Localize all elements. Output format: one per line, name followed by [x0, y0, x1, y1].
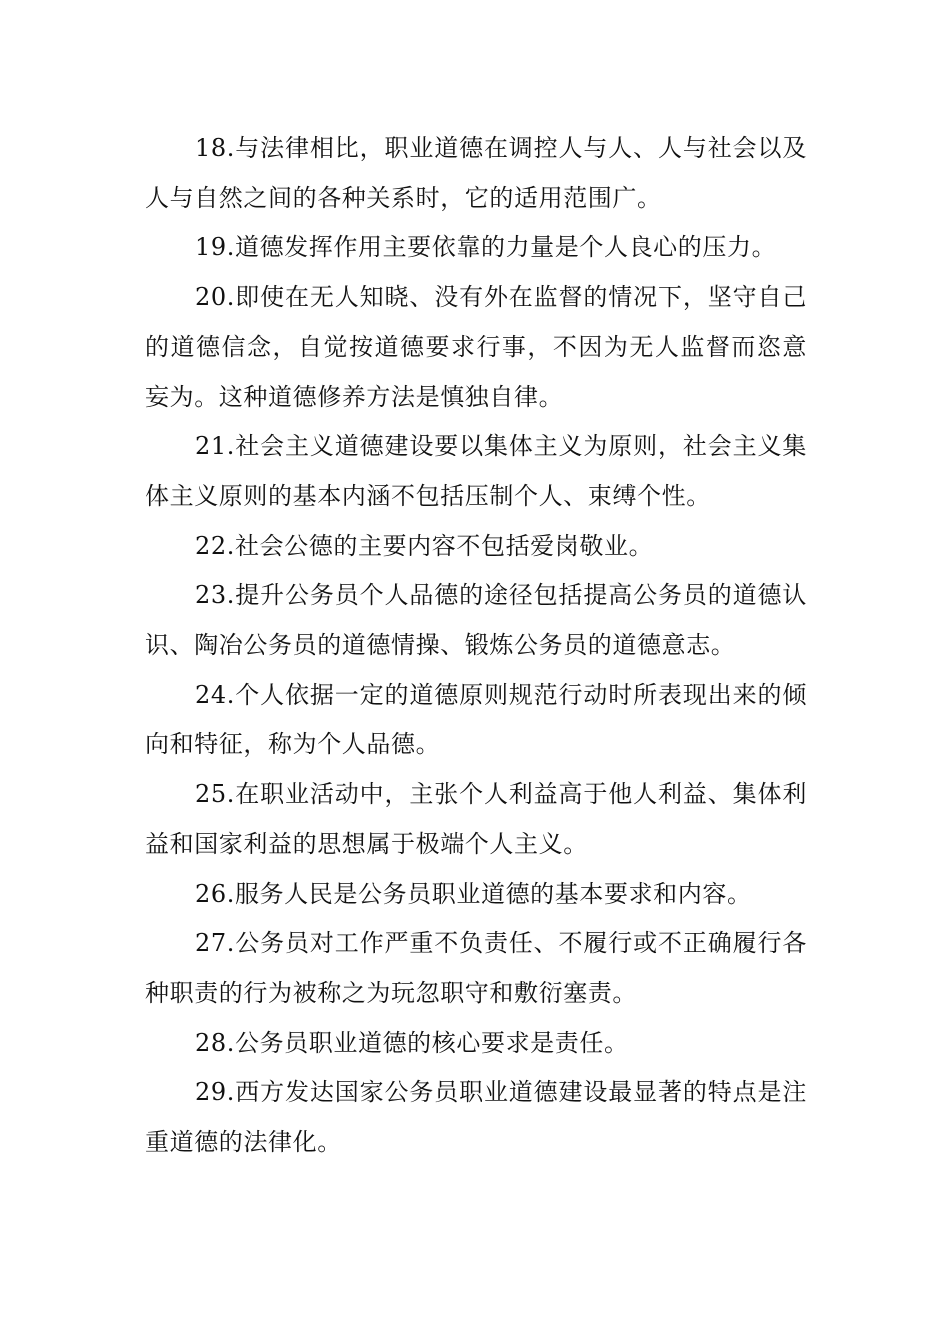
paragraph-21: 21.社会主义道德建设要以集体主义为原则，社会主义集体主义原则的基本内涵不包括压制个人、束缚个性。 [145, 432, 807, 510]
paragraph-27: 27.公务员对工作严重不负责任、不履行或不正确履行各种职责的行为被称之为玩忽职守和敷衍塞责。 [145, 929, 807, 1007]
paragraph-20: 20.即使在无人知晓、没有外在监督的情况下，坚守自己的道德信念，自觉按道德要求行事，不因为无人监督而恣意妄为。这种道德修养方法是慎独自律。 [145, 283, 807, 411]
paragraph-19: 19.道德发挥作用主要依靠的力量是个人良心的压力。 [195, 233, 777, 262]
document-body [145, 124, 807, 1168]
paragraph-28: 28.公务员职业道德的核心要求是责任。 [195, 1028, 629, 1057]
paragraph-25: 25.在职业活动中，主张个人利益高于他人利益、集体利益和国家利益的思想属于极端个人主义。 [145, 780, 807, 858]
paragraph-18: 18.与法律相比，职业道德在调控人与人、人与社会以及人与自然之间的各种关系时，它的适用范围广。 [145, 134, 807, 212]
paragraph-24: 24.个人依据一定的道德原则规范行动时所表现出来的倾向和特征，称为个人品德。 [145, 680, 807, 759]
paragraph-29: 29.西方发达国家公务员职业道德建设最显著的特点是注重道德的法律化。 [145, 1078, 807, 1157]
paragraph-26: 26.服务人民是公务员职业道德的基本要求和内容。 [195, 879, 752, 908]
paragraph-22: 22.社会公德的主要内容不包括爱岗敬业。 [195, 531, 654, 560]
paragraph-23: 23.提升公务员个人品德的途径包括提高公务员的道德认识、陶冶公务员的道德情操、锻炼公务员的道德意志。 [145, 581, 807, 660]
